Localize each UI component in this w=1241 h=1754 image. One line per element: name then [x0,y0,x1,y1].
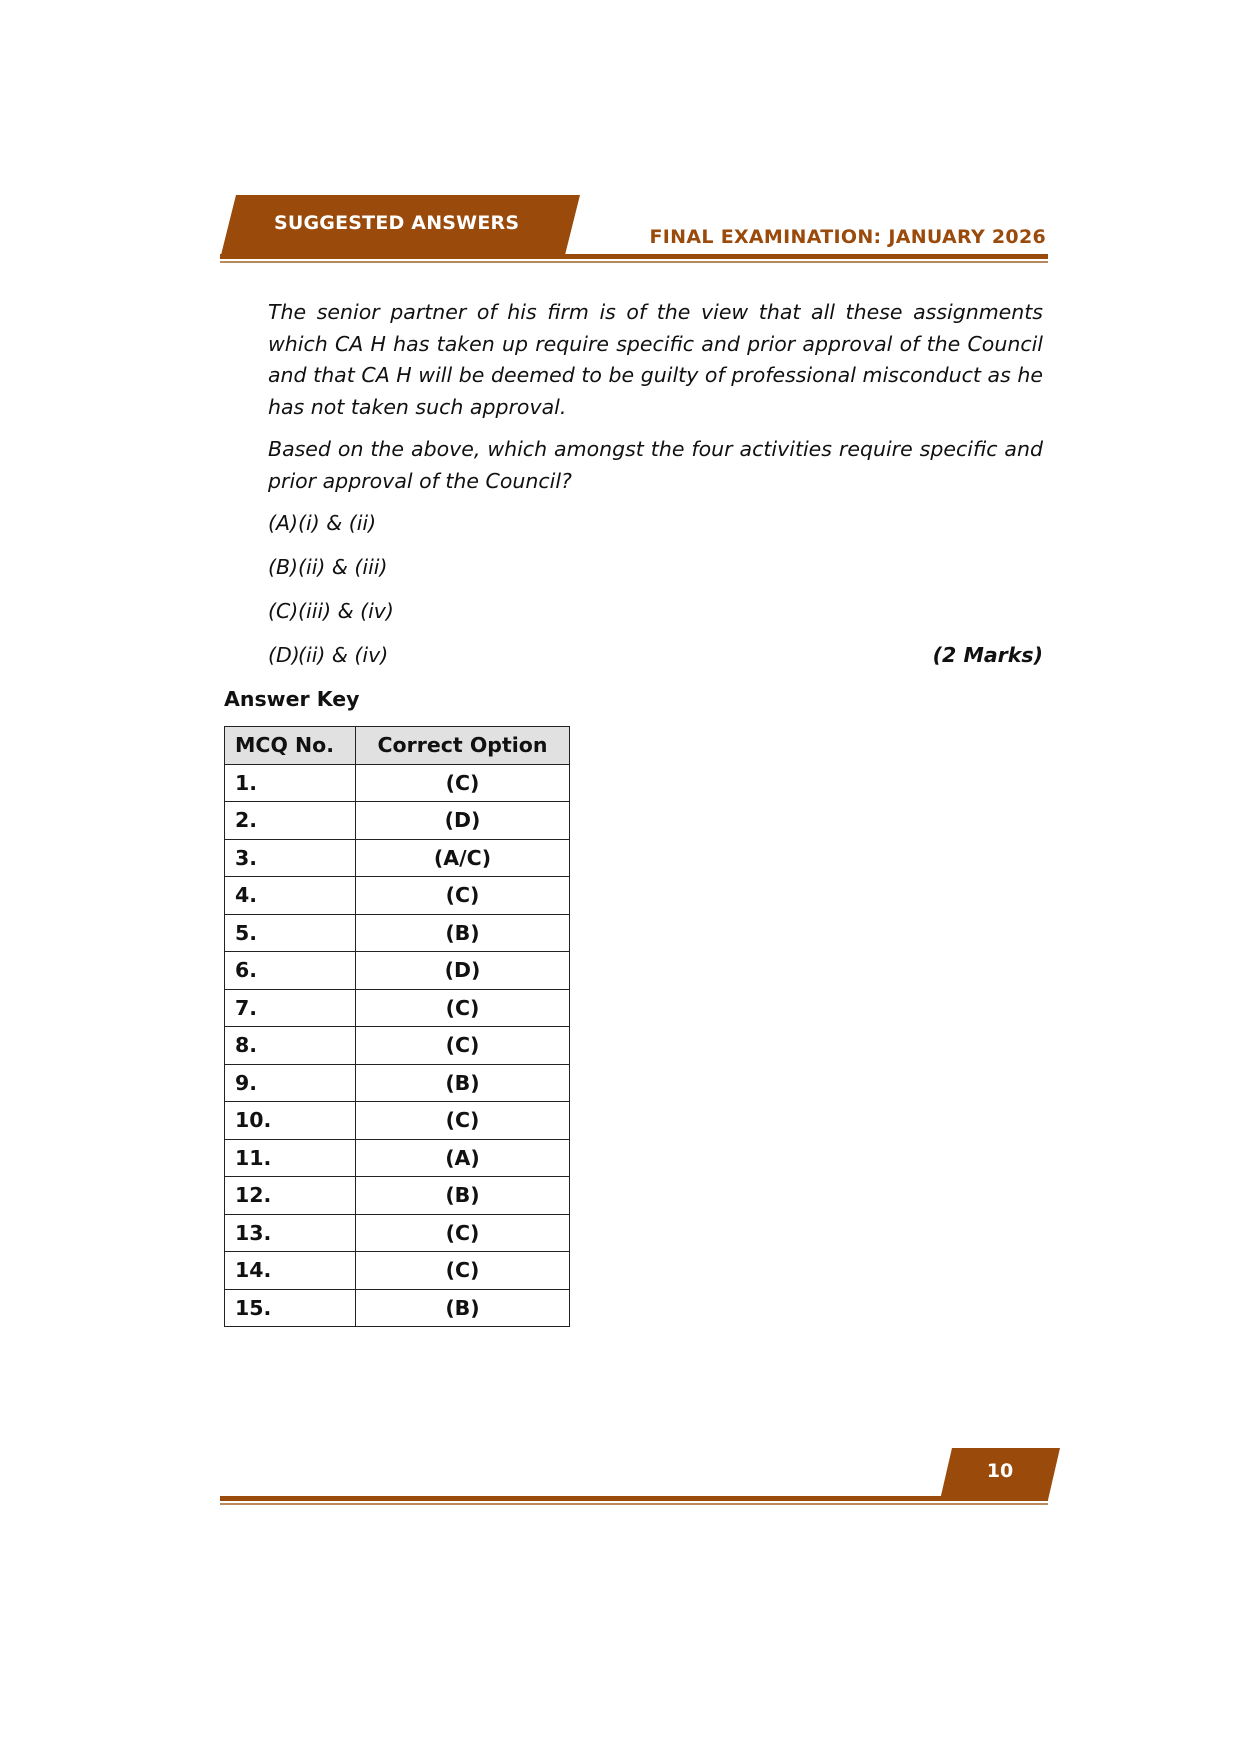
correct-option: (A/C) [356,839,570,877]
mcq-number: 4. [225,877,356,915]
table-row [225,1027,570,1065]
option-text: (ii) & (iii) [298,555,388,579]
mcq-number: 9. [225,1064,356,1102]
marks-label: (2 Marks) [932,643,1043,667]
correct-option: (C) [356,1214,570,1252]
question-prompt: Based on the above, which amongst the four activities require specific and prior approval of the Council? [268,437,1043,493]
mcq-number: 15. [225,1289,356,1327]
table-row [225,1252,570,1290]
table-row [225,914,570,952]
table-row [225,1102,570,1140]
question-paragraph: The senior partner of his firm is of the view that all these assignments which CA H has taken up require specific and prior approval of the Council and that CA H will be deemed to be guilty of professional misconduct as he has not taken such approval. [268,300,1043,419]
answer-key-table [224,726,570,1327]
table-row [225,839,570,877]
table-row [225,1064,570,1102]
correct-option: (C) [356,989,570,1027]
mcq-number: 13. [225,1214,356,1252]
table-row [225,802,570,840]
table-row [225,989,570,1027]
option-d [268,640,1043,671]
table-row [225,1214,570,1252]
mcq-number: 11. [225,1139,356,1177]
table-row [225,952,570,990]
exam-title: FINAL EXAMINATION: JANUARY 2026 [649,226,1046,248]
mcq-number: 6. [225,952,356,990]
option-letter: (A) [268,511,299,535]
correct-option: (C) [356,764,570,802]
column-header-mcq-no: MCQ No. [225,727,356,765]
correct-option: (B) [356,914,570,952]
correct-option: (B) [356,1177,570,1215]
mcq-number: 3. [225,839,356,877]
correct-option: (D) [356,952,570,990]
column-header-correct-option: Correct Option [356,727,570,765]
mcq-number: 8. [225,1027,356,1065]
option-letter: (D) [268,643,300,667]
correct-option: (B) [356,1064,570,1102]
correct-option: (B) [356,1289,570,1327]
correct-option: (A) [356,1139,570,1177]
footer-rule-thin [220,1503,1048,1505]
option-a [268,508,1043,539]
mcq-number: 5. [225,914,356,952]
table-row [225,1177,570,1215]
question-content [268,297,1043,684]
table-row [225,1139,570,1177]
mcq-number: 7. [225,989,356,1027]
header-rule [220,254,1048,259]
correct-option: (D) [356,802,570,840]
correct-option: (C) [356,1027,570,1065]
option-c [268,596,1043,627]
header-rule-thin [220,261,1048,263]
mcq-number: 2. [225,802,356,840]
mcq-number: 10. [225,1102,356,1140]
option-text: (iii) & (iv) [298,599,394,623]
mcq-number: 12. [225,1177,356,1215]
option-text: (ii) & (iv) [298,643,389,667]
mcq-number: 1. [225,764,356,802]
table-row [225,1289,570,1327]
table-header-row [225,727,570,765]
table-row [225,764,570,802]
option-b [268,552,1043,583]
option-letter: (B) [268,555,299,579]
option-text: (i) & (ii) [298,511,377,535]
table-row [225,877,570,915]
mcq-number: 14. [225,1252,356,1290]
correct-option: (C) [356,1252,570,1290]
correct-option: (C) [356,1102,570,1140]
page-number: 10 [986,1460,1014,1482]
answer-key-title: Answer Key [224,687,360,711]
footer-rule [220,1496,1048,1501]
header-tab-label: SUGGESTED ANSWERS [274,212,520,234]
correct-option: (C) [356,877,570,915]
option-letter: (C) [268,599,299,623]
